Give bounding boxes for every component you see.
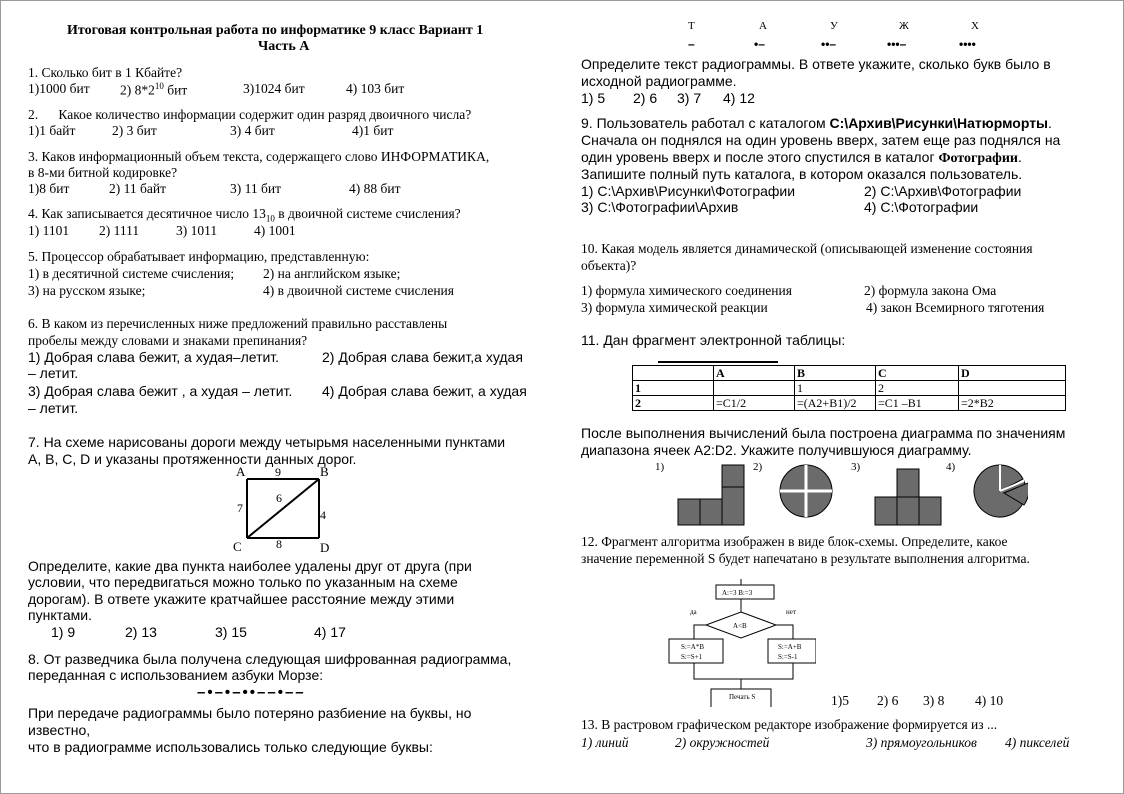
- answer-option[interactable]: 4) С:\Фотографии: [864, 199, 979, 215]
- question-text: условии, что передвигаться можно только по указанным на схеме: [28, 574, 458, 590]
- question-text: в 8-ми битной кодировке?: [28, 165, 178, 180]
- answer-option[interactable]: 2) окружностей: [675, 735, 770, 750]
- answer-option[interactable]: 3) 4 бит: [230, 123, 275, 138]
- row-header: 1: [633, 381, 714, 396]
- condition-text: A<B: [733, 622, 747, 630]
- answer-option[interactable]: 4) пикселей: [1005, 735, 1070, 750]
- answer-option[interactable]: [120, 81, 187, 98]
- bar: [722, 465, 744, 487]
- question-text: дорогам). В ответе укажите кратчайшее расстояние между этими: [28, 591, 455, 607]
- column-header: C: [876, 366, 959, 381]
- answer-text: бит: [163, 82, 188, 98]
- answer-option[interactable]: 1) 5: [581, 90, 606, 106]
- flow-line: [694, 663, 793, 679]
- folder-name: Фотографии: [938, 151, 1018, 166]
- question-text: 1. Сколько бит в 1 Кбайте?: [28, 65, 183, 80]
- pie-slice: [780, 465, 806, 491]
- answer-option[interactable]: 4) Добрая слава бежит, а худая: [322, 383, 527, 399]
- subscript-base: 10: [265, 213, 275, 224]
- table-cut-edge: [658, 361, 778, 363]
- question-text: [581, 149, 1022, 167]
- pie-slice: [780, 491, 806, 517]
- node-b-label: B: [320, 464, 329, 479]
- answer-option[interactable]: 3)1024 бит: [243, 81, 305, 96]
- question-text: 11. Дан фрагмент электронной таблицы:: [581, 332, 846, 348]
- edge-ac-length: 7: [237, 501, 243, 515]
- road-c-b: [247, 479, 319, 538]
- bar: [897, 497, 919, 525]
- question-text: Определите, какие два пункта наиболее удалены друг от друга (при: [28, 558, 472, 574]
- morse-letter: Т: [688, 20, 695, 32]
- directory-path: С:\Архив\Рисунки\Натюрморты: [829, 115, 1049, 131]
- pie-slice: [806, 491, 832, 517]
- answer-option[interactable]: 2) 3 бит: [112, 123, 157, 138]
- answer-option[interactable]: 4) 1001: [254, 223, 296, 238]
- question-text: 13. В растровом графическом редакторе изображение формируется из ...: [581, 717, 998, 732]
- question-text: 10. Какая модель является динамической (описывающей изменение состояния: [581, 241, 1033, 256]
- question-text: 7. На схеме нарисованы дороги между четырьмя населенными пунктами: [28, 434, 506, 450]
- question-text: 3. Каков информационный объем текста, содержащего слово ИНФОРМАТИКА,: [28, 149, 490, 164]
- question-text: что в радиограмме использовались только следующие буквы:: [28, 739, 433, 755]
- answer-option[interactable]: 3) 15: [215, 624, 247, 640]
- question-text: 12. Фрагмент алгоритма изображен в виде блок-схемы. Определите, какое: [581, 534, 1008, 549]
- question-text: значение переменной S будет напечатано в результате выполнения алгоритма.: [581, 551, 1030, 566]
- question-text: 6. В каком из перечисленных ниже предложений правильно расставлены: [28, 316, 448, 331]
- answer-option[interactable]: 2) Добрая слава бежит,а худая: [322, 349, 523, 365]
- bar: [700, 499, 722, 525]
- question-text-part: .: [1017, 149, 1022, 165]
- question-text: объекта)?: [581, 258, 637, 273]
- question-text-part: 9. Пользователь работал с каталогом: [581, 115, 830, 131]
- morse-code-message: –•–•–••––•––: [197, 684, 306, 701]
- answer-option[interactable]: 2) 11 байт: [109, 181, 166, 196]
- column-header: A: [714, 366, 795, 381]
- answer-option[interactable]: 1) формула химического соединения: [581, 283, 792, 298]
- row-header: 2: [633, 396, 714, 411]
- answer-option[interactable]: 3) 1011: [176, 223, 218, 238]
- question-text: диапазона ячеек A2:D2. Укажите получившуюся диаграмму.: [581, 442, 972, 458]
- answer-option[interactable]: 3) прямоугольников: [866, 735, 977, 750]
- answer-option[interactable]: 1) 1101: [28, 223, 70, 238]
- answer-option[interactable]: 1) Добрая слава бежит, а худая–летит.: [28, 349, 280, 365]
- node-c-label: C: [233, 539, 242, 554]
- bar: [722, 487, 744, 525]
- table-cell: [633, 366, 714, 381]
- answer-option[interactable]: 3) Добрая слава бежит , а худая – летит.: [28, 383, 293, 399]
- morse-letter: Ж: [899, 20, 909, 32]
- yes-step-2: S:=S+1: [681, 653, 703, 661]
- diagram-option-4[interactable]: [972, 463, 1028, 519]
- print-text: Печать S: [729, 693, 756, 701]
- table-row: [633, 396, 1066, 411]
- answer-option[interactable]: 3) 7: [677, 90, 702, 106]
- question-text: Запишите полный путь каталога, в котором оказался пользователь.: [581, 166, 1023, 182]
- table-header-row: [633, 366, 1066, 381]
- node-d-label: D: [320, 540, 330, 555]
- bar: [678, 499, 700, 525]
- answer-option[interactable]: 2) формула закона Ома: [864, 283, 997, 298]
- morse-code: –: [688, 37, 695, 51]
- diagram-option-2[interactable]: [778, 463, 834, 519]
- morse-letter: А: [759, 20, 767, 32]
- question-text: A, B, C, D и указаны протяженности данных дорог.: [28, 451, 357, 467]
- question-text-part: 4. Как записывается десятичное число 13: [28, 206, 266, 221]
- question-text: Сначала он поднялся на один уровень вверх, затем еще раз поднялся на: [581, 132, 1061, 148]
- answer-option[interactable]: 3) С:\Фотографии\Архив: [581, 199, 739, 215]
- answer-option[interactable]: 1)1 байт: [28, 123, 76, 138]
- page-title: Итоговая контрольная работа по информатике 9 класс Вариант 1: [67, 23, 484, 38]
- column-header: D: [959, 366, 1066, 381]
- edge-cb-length: 6: [276, 491, 282, 505]
- answer-option[interactable]: 4) 10: [975, 693, 1004, 708]
- morse-code: ••–: [821, 37, 837, 51]
- node-a-label: A: [236, 464, 246, 479]
- bar: [875, 497, 897, 525]
- answer-option[interactable]: 2) на английском языке;: [263, 266, 401, 281]
- edge-cd-length: 8: [276, 537, 282, 551]
- table-cell: 1: [795, 381, 876, 396]
- yes-step-1: S:=A*B: [681, 643, 705, 651]
- pie-slice: [806, 465, 832, 491]
- morse-code: ••••: [959, 37, 976, 51]
- diagram-option-label: 1): [655, 461, 665, 473]
- question-text: При передаче радиограммы было потеряно разбиение на буквы, но: [28, 705, 472, 721]
- question-text: 2. Какое количество информации содержит один разряд двоичного числа?: [28, 107, 472, 122]
- table-cell: 2: [876, 381, 959, 396]
- table-cell: =2*B2: [959, 396, 1066, 411]
- answer-option[interactable]: 4) 88 бит: [349, 181, 401, 196]
- question-text-part: один уровень вверх и после этого спустился в каталог: [581, 149, 939, 165]
- answer-option[interactable]: 4) 103 бит: [346, 81, 405, 96]
- answer-option[interactable]: 1)5: [831, 693, 849, 708]
- answer-option-continued: – летит.: [28, 400, 79, 416]
- question-text: 5. Процессор обрабатывает информацию, представленную:: [28, 249, 370, 264]
- answer-text: 2) 8*2: [120, 82, 155, 98]
- edge-ab-length: 9: [275, 465, 281, 479]
- table-cell: =C1 –B1: [876, 396, 959, 411]
- question-text: 8. От разведчика была получена следующая шифрованная радиограмма,: [28, 651, 512, 667]
- question-text: [28, 206, 461, 224]
- morse-letter: Х: [971, 20, 979, 32]
- answer-option[interactable]: 3) 11 бит: [230, 181, 281, 196]
- question-text: переданная с использованием азбуки Морзе:: [28, 667, 324, 683]
- road-graph: [229, 463, 339, 555]
- answer-option[interactable]: 4) 17: [314, 624, 346, 640]
- part-heading: Часть А: [258, 39, 310, 54]
- question-text: [581, 115, 1052, 131]
- flow-line: [776, 625, 793, 639]
- answer-option[interactable]: 2) 1111: [99, 223, 140, 238]
- yes-label: да: [690, 608, 697, 616]
- answer-option[interactable]: 4) в двоичной системе счисления: [263, 283, 454, 298]
- answer-option[interactable]: 3) формула химической реакции: [581, 300, 768, 315]
- question-text: пунктами.: [28, 607, 92, 623]
- init-text: A:=3 B:=3: [722, 589, 753, 597]
- answer-option[interactable]: 1)8 бит: [28, 181, 70, 196]
- table-cell: =(A2+B1)/2: [795, 396, 876, 411]
- answer-option[interactable]: 2) 6: [633, 90, 658, 106]
- table-cell: =C1/2: [714, 396, 795, 411]
- morse-letter: У: [830, 20, 838, 32]
- question-text: исходной радиограмме.: [581, 73, 737, 89]
- question-text: Определите текст радиограммы. В ответе укажите, сколько букв было в: [581, 56, 1051, 72]
- answer-option[interactable]: 3) 8: [923, 693, 945, 708]
- table-cell: [959, 381, 1066, 396]
- answer-option[interactable]: 4)1 бит: [352, 123, 394, 138]
- diagram-option-1[interactable]: [676, 461, 746, 527]
- question-text: известно,: [28, 722, 91, 738]
- answer-option[interactable]: 1)1000 бит: [28, 81, 90, 96]
- answer-option[interactable]: 1) 9: [51, 624, 76, 640]
- question-text-part: в двоичной системе счисления?: [274, 206, 461, 221]
- bar: [919, 497, 941, 525]
- answer-option[interactable]: 2) С:\Архив\Фотографии: [864, 183, 1022, 199]
- answer-option[interactable]: 1) в десятичной системе счисления;: [28, 266, 235, 281]
- question-text-part: .: [1048, 115, 1052, 131]
- question-text: пробелы между словами и знаками препинания?: [28, 333, 308, 348]
- diagram-option-label: 4): [946, 461, 956, 473]
- answer-option[interactable]: 1) линий: [581, 735, 629, 750]
- spreadsheet-fragment: [632, 365, 1066, 411]
- diagram-option-label: 2): [753, 461, 763, 473]
- flowchart: [666, 579, 816, 709]
- no-step-2: S:=S-1: [778, 653, 798, 661]
- morse-code: •••–: [887, 37, 907, 51]
- no-label: нет: [786, 608, 796, 616]
- morse-code: •–: [754, 37, 765, 51]
- diagram-option-3[interactable]: [873, 467, 943, 527]
- no-step-1: S:=A+B: [778, 643, 802, 651]
- answer-option[interactable]: 2) 13: [125, 624, 157, 640]
- diagram-option-label: 3): [851, 461, 861, 473]
- column-header: B: [795, 366, 876, 381]
- answer-option[interactable]: 2) 6: [877, 693, 899, 708]
- table-cell: [714, 381, 795, 396]
- answer-option[interactable]: 4) 12: [723, 90, 755, 106]
- answer-option-continued: – летит.: [28, 365, 79, 381]
- answer-option[interactable]: 4) закон Всемирного тяготения: [866, 300, 1045, 315]
- table-row: [633, 381, 1066, 396]
- answer-option[interactable]: 1) С:\Архив\Рисунки\Фотографии: [581, 183, 796, 199]
- answer-option[interactable]: 3) на русском языке;: [28, 283, 146, 298]
- bar: [897, 469, 919, 497]
- exponent: 10: [154, 81, 164, 91]
- edge-bd-length: 4: [320, 508, 326, 522]
- question-text: После выполнения вычислений была построена диаграмма по значениям: [581, 425, 1066, 441]
- flow-line: [694, 625, 706, 639]
